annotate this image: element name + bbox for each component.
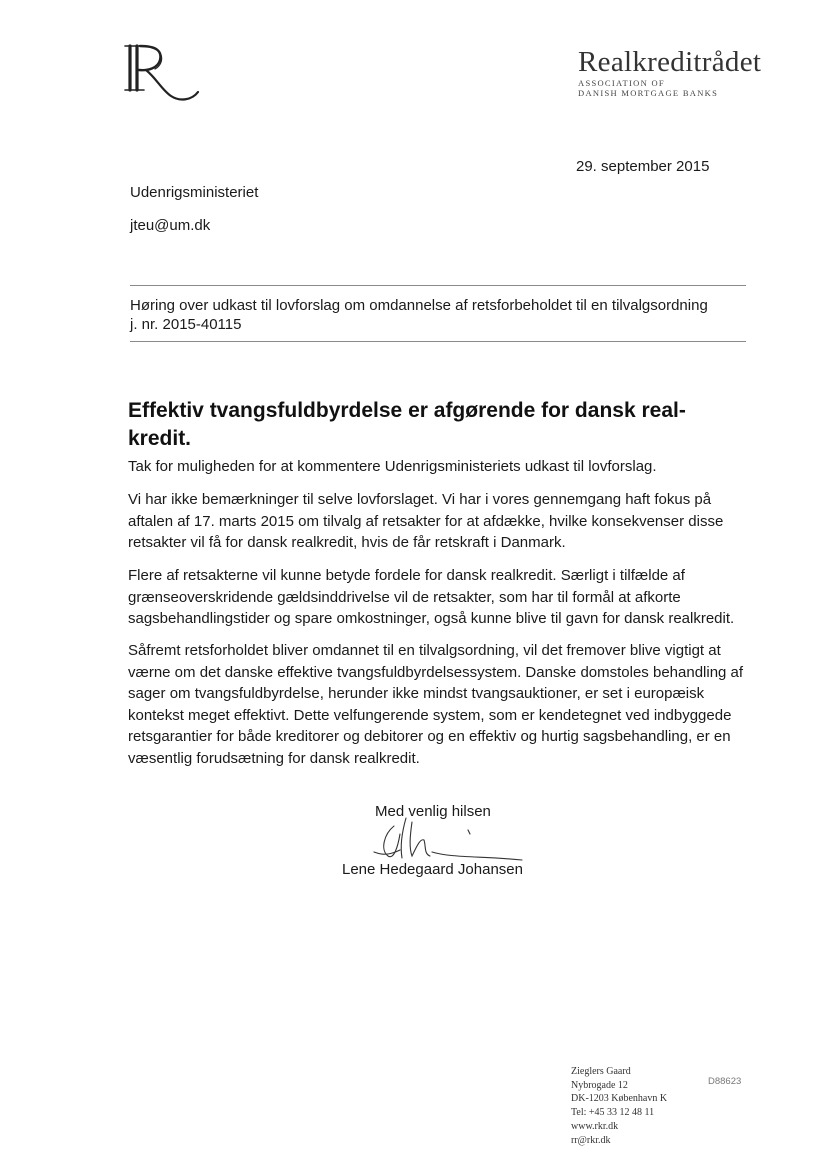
subject-line: Høring over udkast til lovforslag om omdannelse af retsforbeholdet til en tilvalgsordning [130,297,708,314]
organization-subtitle-line1: ASSOCIATION OF [578,78,665,88]
footer-address [571,1065,667,1147]
footer-website-link[interactable]: www.rkr.dk [571,1120,619,1132]
footer-street: Nybrogade 12 [571,1079,628,1091]
realkreditraadet-monogram-logo [124,42,204,104]
closing-salutation: Med venlig hilsen [375,803,491,820]
recipient-email: jteu@um.dk [130,217,211,234]
body-paragraph-4: Såfremt retsforholdet bliver omdannet til en tilvalgsordning, vil det fremover blive vigtigt at værne om det danske effektive tvangsfuldbyrdelsessystem. Danske domstoles behandling af sager om tvangsfuldbyrdelse, herunder ikke mindst tvangsauktioner, er set i europæisk kontekst meget effektivt. Dette velfungerende system, som er kendetegnet ved indbyggede retsgarantier for både kreditorer og debitorer og en effektiv og hurtig sagsbehandling, er en væsentlig forudsætning for dansk realkredit. [128,642,744,767]
handwritten-signature [372,812,532,866]
recipient-name: Udenrigsministeriet [130,184,259,201]
case-number: j. nr. 2015-40115 [130,316,242,333]
footer-building: Zieglers Gaard [571,1066,631,1077]
footer-email-link[interactable]: rr@rkr.dk [571,1134,611,1146]
body-paragraph-3: Flere af retsakterne vil kunne betyde fordele for dansk realkredit. Særligt i tilfælde af grænseoverskridende gældsinddrivelse vil de retsakter, som har til formål at afkorte sagsbehandlingstider og spare omkostninger, også kunne blive til gavn for dansk realkredit. [128,567,735,627]
letter-date: 29. september 2015 [576,158,710,175]
organization-subtitle-line2: DANISH MORTGAGE BANKS [578,88,719,98]
letterhead [578,46,761,98]
signer-name: Lene Hedegaard Johansen [342,861,523,878]
body-paragraph-2: Vi har ikke bemærkninger til selve lovforslaget. Vi har i vores gennemgang haft fokus på aftalen af 17. marts 2015 om tilvalg af retsakter for at afdække, hvilke konsekvenser disse retsakter vil få for dansk realkredit, hvis de får retskraft i Danmark. [128,491,724,551]
letter-heading: Effektiv tvangsfuldbyrdelse er afgørende for dansk real-kredit. [128,399,686,450]
subject-bottom-divider [130,341,746,342]
footer-city: DK-1203 København K [571,1093,668,1105]
subject-top-divider [130,285,746,286]
document-reference: D88623 [708,1076,742,1087]
body-paragraph-1: Tak for muligheden for at kommentere Udenrigsministeriets udkast til lovforslag. [128,458,657,475]
organization-name: Realkreditrådet [578,46,762,78]
footer-phone: Tel: +45 33 12 48 11 [571,1107,655,1119]
subject-block [130,296,740,334]
